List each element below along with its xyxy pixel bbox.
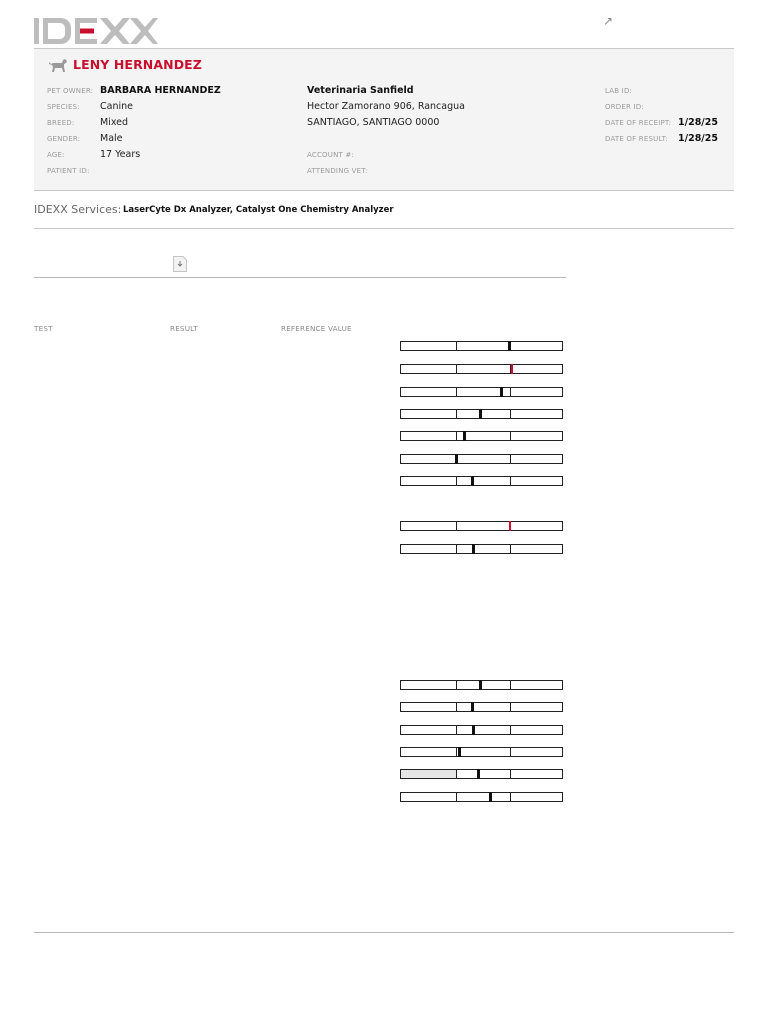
- gender-label: GENDER:: [47, 135, 81, 143]
- range-boundary: [456, 522, 457, 530]
- low-range-shade: [401, 770, 456, 778]
- range-boundary: [456, 545, 457, 553]
- reference-range-bar: [400, 680, 563, 690]
- date-of-result-value: 1/28/25: [678, 133, 718, 144]
- clinic-address-line1: Hector Zamorano 906, Rancagua: [307, 101, 465, 112]
- result-marker: [471, 476, 474, 486]
- result-marker: [458, 747, 461, 757]
- reference-range-bar: [400, 387, 563, 397]
- range-boundary: [510, 681, 511, 689]
- patient-info-panel: [34, 49, 734, 191]
- range-boundary: [510, 726, 511, 734]
- range-boundary: [510, 455, 511, 463]
- range-boundary: [456, 342, 457, 350]
- lab-id-label: LAB ID:: [605, 87, 633, 95]
- reference-range-bar: [400, 476, 563, 486]
- services-value: LaserCyte Dx Analyzer, Catalyst One Chemistry Analyzer: [123, 205, 394, 215]
- breed-label: BREED:: [47, 119, 75, 127]
- range-boundary: [510, 770, 511, 778]
- range-boundary: [456, 365, 457, 373]
- result-marker: [479, 409, 482, 419]
- account-label: ACCOUNT #:: [307, 151, 355, 159]
- breed-value: Mixed: [100, 117, 129, 128]
- range-boundary: [456, 410, 457, 418]
- result-marker: [472, 725, 475, 735]
- range-boundary: [456, 388, 457, 396]
- result-marker: [477, 769, 480, 779]
- date-of-receipt-value: 1/28/25: [678, 117, 718, 128]
- range-boundary: [510, 410, 511, 418]
- range-boundary: [456, 748, 457, 756]
- range-boundary: [456, 432, 457, 440]
- reference-range-bar: [400, 364, 563, 374]
- range-boundary: [510, 388, 511, 396]
- age-value: 17 Years: [100, 149, 141, 160]
- reference-range-bar: [400, 409, 563, 419]
- range-boundary: [456, 726, 457, 734]
- result-marker: [455, 454, 458, 464]
- range-boundary: [510, 477, 511, 485]
- range-boundary: [456, 477, 457, 485]
- reference-range-bar: [400, 544, 563, 554]
- reference-range-bar: [400, 702, 563, 712]
- result-marker: [471, 702, 474, 712]
- attending-vet-label: ATTENDING VET:: [307, 167, 368, 175]
- pet-owner-label: PET OWNER:: [47, 87, 94, 95]
- result-marker: [479, 680, 482, 690]
- result-marker-high: [511, 364, 513, 374]
- column-header-test: TEST: [34, 324, 53, 333]
- reference-range-bar: [400, 521, 563, 531]
- date-of-receipt-label: DATE OF RECEIPT:: [605, 119, 672, 127]
- range-boundary: [456, 681, 457, 689]
- services-divider: [34, 228, 734, 229]
- range-boundary: [510, 793, 511, 801]
- order-id-label: ORDER ID:: [605, 103, 644, 111]
- column-header-reference-value: REFERENCE VALUE: [281, 324, 352, 333]
- range-boundary: [510, 545, 511, 553]
- reference-range-bar: [400, 454, 563, 464]
- result-marker: [472, 544, 475, 554]
- services-label: IDEXX Services:: [34, 203, 122, 216]
- result-marker-high: [509, 521, 511, 531]
- date-of-result-label: DATE OF RESULT:: [605, 135, 668, 143]
- reference-range-bar: [400, 341, 563, 351]
- idexx-logo: [34, 18, 158, 44]
- footer-divider: [34, 932, 734, 933]
- reference-range-bar: [400, 431, 563, 441]
- range-boundary: [510, 748, 511, 756]
- patient-id-label: PATIENT ID:: [47, 167, 90, 175]
- phone-icon: ↗: [603, 14, 614, 28]
- dog-icon: [48, 57, 68, 73]
- clinic-address-line2: SANTIAGO, SANTIAGO 0000: [307, 117, 440, 128]
- gender-value: Male: [100, 133, 123, 144]
- section-divider: [34, 277, 566, 278]
- result-marker: [489, 792, 492, 802]
- species-label: SPECIES:: [47, 103, 80, 111]
- result-marker: [500, 387, 503, 397]
- reference-range-bar: [400, 769, 563, 779]
- result-marker: [463, 431, 466, 441]
- range-boundary: [456, 703, 457, 711]
- range-boundary: [510, 432, 511, 440]
- clinic-name: Veterinaria Sanfield: [307, 85, 414, 96]
- range-boundary: [510, 703, 511, 711]
- age-label: AGE:: [47, 151, 65, 159]
- document-icon[interactable]: [173, 256, 187, 272]
- pet-owner-value: BARBARA HERNANDEZ: [100, 85, 221, 96]
- range-boundary: [456, 793, 457, 801]
- reference-range-bar: [400, 747, 563, 757]
- patient-name: LENY HERNANDEZ: [73, 57, 202, 72]
- column-header-result: RESULT: [170, 324, 198, 333]
- species-value: Canine: [100, 101, 133, 112]
- result-marker: [508, 341, 511, 351]
- reference-range-bar: [400, 725, 563, 735]
- reference-range-bar: [400, 792, 563, 802]
- range-boundary: [456, 770, 457, 778]
